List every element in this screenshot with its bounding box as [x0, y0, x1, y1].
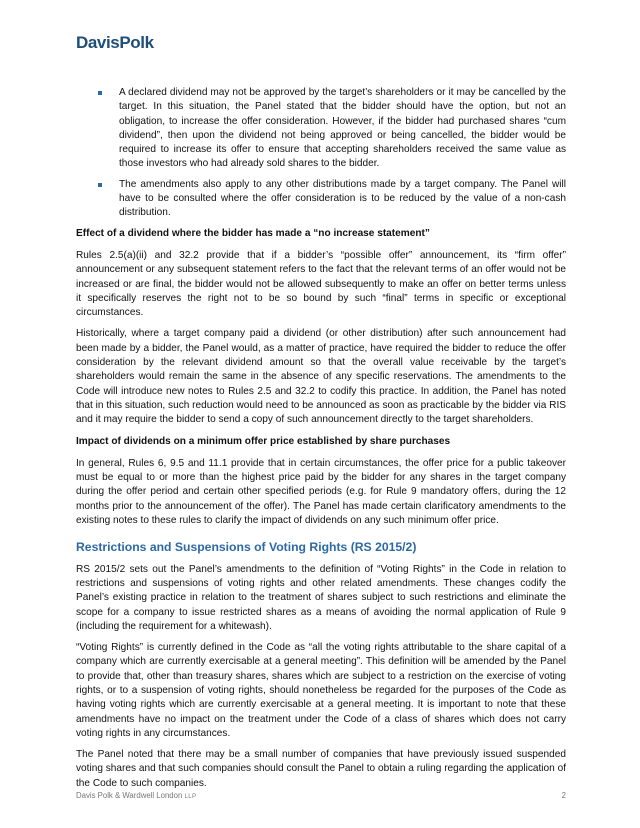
section-heading-voting-rights: Restrictions and Suspensions of Voting Rights (RS 2015/2) [76, 540, 417, 555]
footer-firm-name: Davis Polk & Wardwell London [76, 791, 183, 800]
davis-polk-logo: DavisPolk [76, 33, 154, 52]
paragraph: In general, Rules 6, 9.5 and 11.1 provide that in certain circumstances, the offer price for a public takeover must be equal to or more than the highest price paid by the bidder for any shares in the target company during the offer period and certain other specified periods (e.g. for Rule 9 mandatory offers, during the 12 months prior to the announcement of the offer). The Panel has made certain clarificatory amendments to the existing notes to these rules to clarify the impact of dividends on any such minimum offer price. [76, 457, 566, 527]
bullet-text: The amendments also apply to any other distributions made by a target company. The Panel will have to be consulted where the offer consideration is to be reduced by the value of a non-cash distribution. [119, 178, 566, 219]
list-item [76, 178, 566, 221]
bullet-list [76, 86, 566, 221]
square-bullet-icon [98, 183, 102, 187]
subheading-no-increase: Effect of a dividend where the bidder has made a “no increase statement” [76, 227, 430, 239]
document-body [76, 86, 566, 798]
paragraph: “Voting Rights” is currently defined in the Code as “all the voting rights attributable to the share capital of a company which are currently exercisable at a general meeting”. This definition will be amended by the Panel to provide that, other than treasury shares, shares which are subject to a restriction on the exercise of voting rights, or to a suspension of voting rights, should nonetheless be regarded for the purposes of the Code as having voting rights which are currently exercisable at a general meeting. It is important to note that these amendments have no impact on the treatment under the Code of a class of shares which does not carry voting rights in any circumstances. [76, 642, 566, 739]
paragraph: RS 2015/2 sets out the Panel’s amendments to the definition of “Voting Rights” in the Code in relation to restrictions and suspensions of voting rights and other related amendments. These changes codify the Panel’s existing practice in relation to the treatment of shares subject to such restrictions and eliminate the scope for a company to issue restricted shares as a means of avoiding the normal application of Rule 9 (including the requirement for a whitewash). [76, 563, 566, 632]
paragraph: The Panel noted that there may be a small number of companies that have previously issued suspended voting shares and that such companies should consult the Panel to obtain a ruling regarding the application of the Code to such companies. [76, 749, 566, 789]
footer-firm [76, 791, 196, 800]
paragraph: Rules 2.5(a)(ii) and 32.2 provide that if a bidder’s “possible offer” announcement, its “firm offer” announcement or any subsequent statement refers to the fact that the relevant terms of an offer would not be increased or are final, the bidder would not be allowed subsequently to make an offer on better terms unless it specifically reserves the right not to be so bound by such “final” terms in specific or exceptional circumstances. [76, 249, 566, 319]
list-item [76, 86, 566, 172]
subheading-minimum-offer-price: Impact of dividends on a minimum offer price established by share purchases [76, 435, 451, 447]
bullet-text: A declared dividend may not be approved by the target’s shareholders or it may be cancelled by the target. In this situation, the Panel stated that the bidder should have the option, but not an obligation, to increase the offer consideration. However, if the bidder had purchased shares “cum dividend”, then upon the dividend not being approved or being cancelled, the bidder would be required to increase its offer to ensure that accepting shareholders received the same value as those investors who had already sold shares to the bidder. [119, 87, 566, 170]
square-bullet-icon [98, 91, 102, 95]
paragraph: Historically, where a target company paid a dividend (or other distribution) after such announcement had been made by a bidder, the Panel would, as a matter of practice, have required the bidder to reduce the offer consideration by the relevant dividend amount so that the overall value receivable by the target’s shareholders would remain the same in the absence of any specific reservations. The amendments to the Code will introduce new notes to Rules 2.5 and 32.2 to codify this practice. In addition, the Panel has noted that in this situation, such reduction would need to be announced as soon as practicable by the bidder via RIS and it may require the bidder to send a copy of such announcement directly to the target shareholders. [76, 328, 566, 426]
footer-llp: LLP [184, 793, 197, 800]
page-number: 2 [561, 791, 566, 800]
